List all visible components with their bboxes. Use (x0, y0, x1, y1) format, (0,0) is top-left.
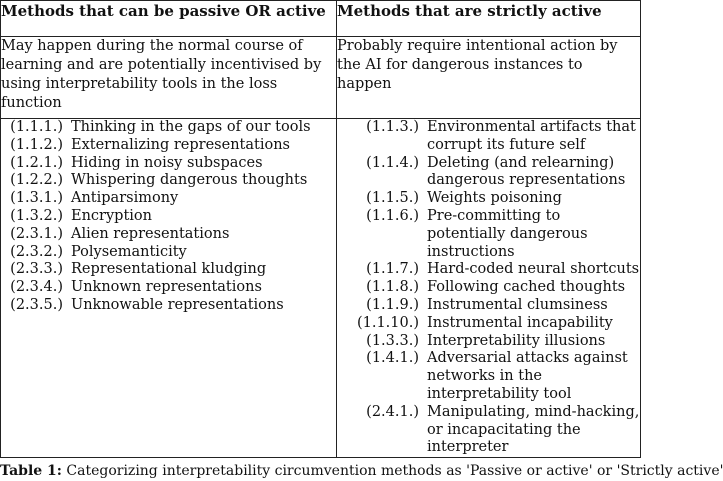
item-number: (2.3.4.) (10, 279, 63, 296)
passive-or-active-description: May happen during the normal course of learning and are potentially incentivised by using interpretability tools in the loss function (1, 37, 337, 119)
item-label: Environmental artifacts that corrupt its future self (427, 119, 636, 153)
item-number: (1.1.7.) (366, 261, 419, 278)
item-number: (1.1.10.) (356, 314, 419, 331)
item-label: Interpretability illusions (427, 332, 606, 349)
list-item (1, 279, 336, 297)
item-label: Instrumental clumsiness (427, 296, 608, 313)
list-item (337, 119, 640, 155)
list-item (1, 297, 336, 315)
list-item (337, 315, 640, 333)
item-number: (1.1.5.) (366, 190, 419, 207)
item-label: Thinking in the gaps of our tools (71, 119, 311, 135)
list-item (1, 155, 336, 173)
passive-or-active-list (1, 119, 337, 458)
item-number: (2.3.1.) (10, 225, 63, 242)
item-label: Adversarial attacks against networks in the interpretability tool (427, 350, 628, 402)
list-item (337, 333, 640, 351)
item-number: (1.1.3.) (366, 119, 419, 135)
methods-row (1, 119, 641, 458)
item-number: (2.3.3.) (10, 261, 63, 278)
strictly-active-description: Probably require intentional action by the AI for dangerous instances to happen (337, 37, 641, 119)
list-item (337, 261, 640, 279)
strictly-active-list (337, 119, 641, 458)
item-number: (1.2.1.) (10, 154, 63, 171)
item-number: (1.3.3.) (366, 332, 419, 349)
passive-or-active-header: Methods that can be passive OR active (1, 1, 337, 37)
item-label: Representational kludging (71, 261, 267, 278)
item-number: (1.3.1.) (10, 190, 63, 207)
item-number: (2.3.2.) (10, 243, 63, 260)
item-label: Instrumental incapability (427, 314, 613, 331)
item-label: Whispering dangerous thoughts (71, 172, 308, 189)
item-number: (1.1.1.) (10, 119, 63, 135)
item-number: (1.1.2.) (10, 136, 63, 153)
list-item (1, 244, 336, 262)
item-label: Encryption (71, 207, 152, 224)
item-number: (1.3.2.) (10, 207, 63, 224)
list-item (1, 137, 336, 155)
item-number: (1.1.4.) (366, 154, 419, 171)
list-item (1, 119, 336, 137)
item-label: Pre-committing to potentially dangerous instructions (427, 207, 588, 260)
item-number: (2.4.1.) (366, 403, 419, 420)
item-number: (1.1.8.) (366, 279, 419, 296)
item-label: Manipulating, mind-hacking, or incapacitating the interpreter (427, 403, 640, 456)
list-item (1, 172, 336, 190)
description-row (1, 37, 641, 119)
item-label: Following cached thoughts (427, 279, 626, 296)
caption-label: Table 1: (0, 463, 62, 479)
strictly-active-header: Methods that are strictly active (337, 1, 641, 37)
item-label: Unknowable representations (71, 296, 284, 313)
item-label: Hard-coded neural shortcuts (427, 261, 640, 278)
list-item (1, 226, 336, 244)
list-item (337, 350, 640, 403)
list-item (337, 404, 640, 457)
item-number: (1.2.2.) (10, 172, 63, 189)
item-number: (1.4.1.) (366, 350, 419, 367)
list-item (337, 279, 640, 297)
item-label: Antiparsimony (71, 190, 179, 207)
list-item (1, 190, 336, 208)
list-item (337, 208, 640, 261)
item-label: Unknown representations (71, 279, 262, 296)
item-label: Hiding in noisy subspaces (71, 154, 263, 171)
item-label: Deleting (and relearning) dangerous representations (427, 154, 626, 189)
item-label: Weights poisoning (427, 190, 562, 207)
caption-text: Categorizing interpretability circumvention methods as 'Passive or active' or 'Strictly active' (66, 463, 723, 479)
header-row (1, 1, 641, 37)
list-item (1, 208, 336, 226)
item-number: (2.3.5.) (10, 296, 63, 313)
item-number: (1.1.9.) (366, 296, 419, 313)
table-caption (0, 461, 723, 481)
item-label: Polysemanticity (71, 243, 187, 260)
item-number: (1.1.6.) (366, 207, 419, 224)
list-item (337, 155, 640, 191)
list-item (337, 190, 640, 208)
list-item (337, 297, 640, 315)
item-label: Externalizing representations (71, 136, 290, 153)
item-label: Alien representations (71, 225, 230, 242)
list-item (1, 261, 336, 279)
